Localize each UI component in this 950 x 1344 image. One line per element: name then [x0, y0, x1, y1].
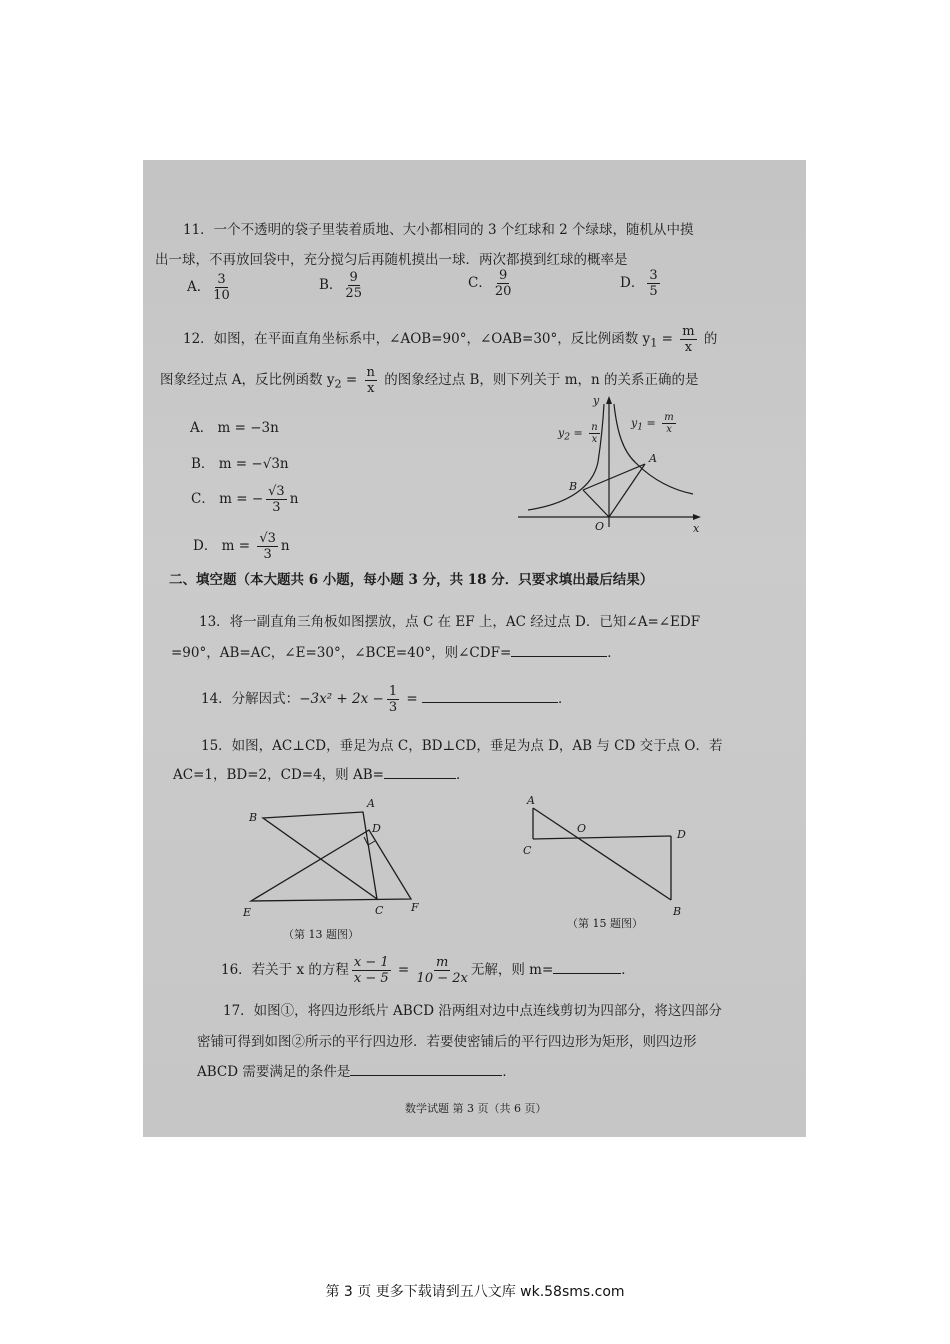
- numerator: 9: [498, 268, 508, 283]
- denominator: 3: [263, 547, 272, 562]
- q12-option-c: [191, 484, 298, 515]
- numerator: m: [682, 324, 695, 339]
- q13-line2: [171, 641, 621, 661]
- q12-line1: [183, 324, 717, 355]
- denominator: x: [367, 381, 375, 396]
- paper-page-footer: 数学试题 第 3 页（共 6 页）: [405, 1102, 547, 1115]
- q14-line: [201, 684, 572, 715]
- fraction: [589, 422, 599, 445]
- fraction: [257, 531, 278, 562]
- q12-option-b: B． m = −√3n: [191, 456, 289, 472]
- fraction: [345, 270, 362, 301]
- denominator: 20: [494, 284, 512, 299]
- curve-y2: [528, 404, 604, 510]
- denominator: 3: [272, 500, 281, 515]
- text: 的图象经过点 B，则下列关于 m，n 的关系正确的是: [379, 372, 699, 388]
- text: ABCD 需要满足的条件是: [197, 1064, 351, 1080]
- q12-option-d: [193, 531, 290, 562]
- label-b: B: [673, 905, 682, 918]
- q13-line1: 13．将一副直角三角板如图摆放，点 C 在 EF 上，AC 经过点 D．已知∠A=∠EDF: [199, 614, 701, 630]
- x-axis-arrow: [693, 514, 701, 520]
- segment-ob: [583, 490, 609, 517]
- option-label: A．: [187, 279, 211, 295]
- label-a: A: [527, 794, 535, 807]
- q11-line1: 11．一个不透明的袋子里装着质地、大小都相同的 3 个红球和 2 个绿球，随机从中摸: [183, 222, 694, 238]
- text: ．: [558, 691, 572, 707]
- q12-option-a: A． m = −3n: [190, 420, 279, 436]
- q11-option-a: [187, 272, 233, 303]
- numerator: x − 1: [353, 955, 389, 970]
- text: ．: [607, 645, 621, 661]
- denominator: 5: [649, 284, 658, 299]
- fraction: [680, 324, 696, 355]
- denominator: 10 − 2x: [416, 971, 468, 986]
- numerator: n: [591, 422, 598, 433]
- denominator: 10: [213, 288, 230, 303]
- text: y: [558, 426, 565, 440]
- text: AC=1，BD=2，CD=4，则 AB=: [173, 767, 384, 783]
- numerator: 1: [388, 684, 398, 699]
- triangle-edf: [251, 830, 411, 901]
- denominator: 3: [388, 700, 398, 715]
- denominator: x: [666, 424, 672, 435]
- answer-blank: [350, 1075, 502, 1076]
- numerator: 3: [649, 268, 658, 283]
- text: ．: [621, 962, 635, 978]
- fraction: [417, 955, 468, 986]
- answer-blank: [553, 973, 621, 974]
- numerator: √3: [268, 484, 285, 499]
- q11-option-c: [468, 268, 514, 299]
- text: 图象经过点 A，反比例函数 y: [160, 372, 335, 388]
- figure-13-caption: （第 13 题图）: [283, 928, 359, 941]
- fraction: [647, 268, 659, 299]
- expression: −3x² + 2x −: [299, 691, 384, 707]
- text: ．: [455, 767, 470, 783]
- q11-line2: 出一球，不再放回袋中，充分搅匀后再随机摸出一球．两次都摸到红球的概率是: [155, 252, 628, 268]
- label-a: A: [367, 797, 375, 810]
- text: =: [393, 962, 414, 978]
- text: C． m = −: [191, 491, 264, 507]
- label-c: C: [523, 844, 532, 857]
- subscript: 2: [564, 431, 571, 443]
- text: n: [289, 491, 299, 507]
- q17-line1: 17．如图①，将四边形纸片 ABCD 沿两组对边中点连线剪切为四部分，将这四部分: [223, 1003, 722, 1019]
- answer-blank: [384, 778, 456, 779]
- label-c: C: [375, 904, 384, 917]
- option-label: B．: [319, 277, 343, 293]
- text: 12．如图，在平面直角坐标系中，∠AOB=90°，∠OAB=30°，反比例函数 y: [183, 331, 651, 347]
- label-d: D: [372, 822, 381, 835]
- label-d: D: [677, 828, 686, 841]
- q15-line1: 15．如图，AC⊥CD，垂足为点 C，BD⊥CD，垂足为点 D，AB 与 CD 交于点 O．若: [201, 738, 723, 754]
- denominator: x: [684, 340, 693, 355]
- fraction: [266, 484, 287, 515]
- q12-coordinate-graph: [513, 392, 713, 535]
- numerator: m: [436, 955, 449, 970]
- q15-line2: [173, 763, 469, 783]
- label-o: O: [577, 822, 587, 835]
- fraction: [387, 684, 399, 715]
- x-axis-label: x: [693, 522, 700, 535]
- scanned-exam-page: [143, 160, 806, 1137]
- option-label: C．: [468, 275, 492, 291]
- answer-blank: [511, 656, 607, 657]
- numerator: √3: [259, 531, 276, 546]
- q12-graph-y1-label: [631, 412, 679, 435]
- fraction: [365, 365, 377, 396]
- text: =: [570, 426, 587, 440]
- option-label: D．: [620, 275, 645, 291]
- q11-option-b: [319, 270, 365, 301]
- q11-option-d: [620, 268, 663, 299]
- figure-15-caption: （第 15 题图）: [567, 917, 643, 930]
- q17-line2: 密铺可得到如图②所示的平行四边形．若要使密铺后的平行四边形为矩形，则四边形: [197, 1034, 697, 1050]
- fraction: [662, 412, 675, 435]
- label-f: F: [411, 901, 419, 914]
- figure-13: [239, 792, 429, 918]
- text: =90°，AB=AC，∠E=30°，∠BCE=40°，则∠CDF=: [171, 645, 512, 661]
- fraction: [495, 268, 512, 299]
- subscript: 1: [637, 421, 644, 433]
- text: =: [643, 416, 660, 430]
- numerator: m: [664, 412, 674, 423]
- fraction: [213, 272, 230, 303]
- segment-ab: [533, 808, 671, 900]
- text: y: [631, 416, 638, 430]
- text: D． m =: [193, 538, 255, 554]
- section-2-heading: 二、填空题（本大题共 6 小题，每小题 3 分，共 18 分．只要求填出最后结果）: [169, 572, 654, 588]
- y-axis-arrow: [606, 396, 612, 404]
- denominator: 25: [345, 286, 362, 301]
- y-axis-label: y: [593, 394, 600, 407]
- answer-blank: [422, 702, 558, 703]
- numerator: 3: [217, 272, 226, 287]
- download-footer: 第 3 页 更多下载请到五八文库 wk.58sms.com: [325, 1284, 625, 1300]
- denominator: x − 5: [353, 971, 389, 986]
- text: 14．分解因式：: [201, 691, 300, 707]
- subscript: 2: [334, 377, 342, 391]
- numerator: 9: [349, 270, 358, 285]
- text: =: [402, 691, 423, 707]
- segment-cd: [533, 836, 671, 839]
- label-b: B: [249, 811, 258, 824]
- q12-graph-y2-label: [558, 422, 603, 445]
- figure-15: [521, 796, 701, 916]
- text: =: [341, 372, 362, 388]
- label-e: E: [243, 906, 252, 919]
- text: 16．若关于 x 的方程: [221, 962, 349, 978]
- origin-label: O: [595, 520, 605, 533]
- triangle-abc: [263, 812, 377, 899]
- point-b-label: B: [569, 480, 578, 493]
- text: 的: [699, 331, 718, 347]
- q17-line3: [197, 1060, 516, 1080]
- q16-line: [221, 955, 635, 986]
- text: n: [280, 538, 290, 554]
- point-a-label: A: [649, 452, 657, 465]
- text: ．: [502, 1064, 516, 1080]
- fraction: [352, 955, 391, 986]
- text: =: [657, 331, 678, 347]
- text: 无解，则 m=: [470, 962, 554, 978]
- subscript: 1: [650, 336, 658, 350]
- numerator: n: [366, 365, 375, 380]
- denominator: x: [591, 434, 598, 445]
